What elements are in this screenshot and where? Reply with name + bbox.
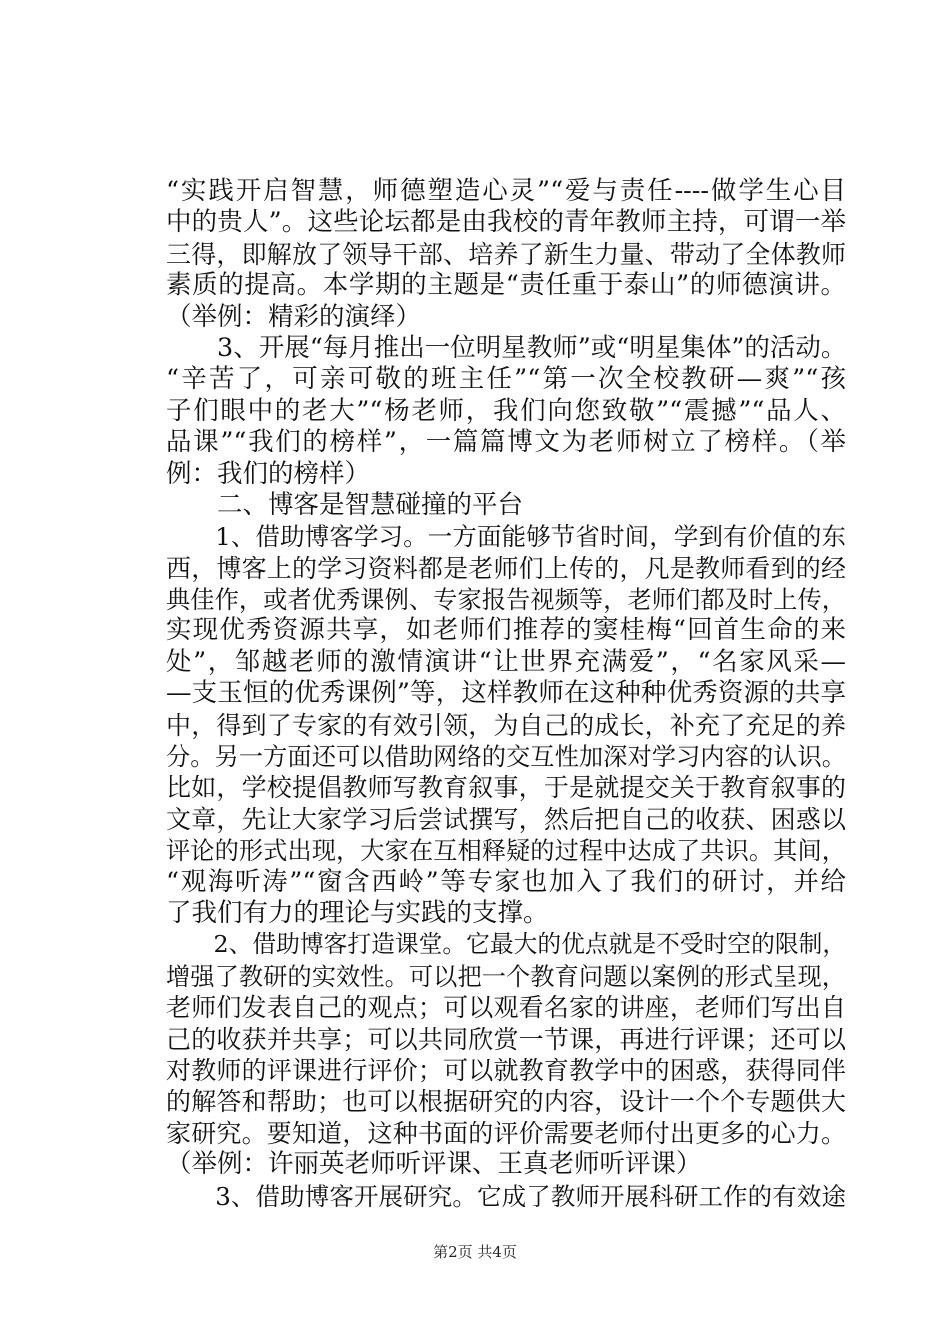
text-line: 二、博客是智慧碰撞的平台	[166, 489, 524, 520]
text-line: —支玉恒的优秀课例”等，这样教师在这种种优秀资源的共享	[166, 678, 846, 709]
text-line: 增强了教研的实效性。可以把一个教育问题以案例的形式呈现，	[166, 961, 846, 991]
text-line: 素质的提高。本学期的主题是“责任重于泰山”的师德演讲。	[166, 270, 846, 301]
text-line: 处”，邹越老师的激情演讲“让世界充满爱”，“名家风采—	[166, 646, 846, 677]
text-line: “辛苦了，可亲可敬的班主任”“第一次全校教研—爽”“孩	[166, 364, 846, 395]
text-line: 中，得到了专家的有效引领，为自己的成长，补充了充足的养	[166, 710, 846, 740]
text-line: 了我们有力的理论与实践的支撑。	[166, 897, 549, 928]
text-line: 分。另一方面还可以借助网络的交互性加深对学习内容的认识。	[166, 742, 846, 772]
text-line: 中的贵人”。这些论坛都是由我校的青年教师主持，可谓一举	[166, 207, 846, 238]
text-line: 2、借助博客打造课堂。它最大的优点就是不受时空的限制，	[166, 930, 847, 959]
text-line: 的解答和帮助；也可以根据研究的内容，设计一个个专题供大	[166, 1087, 846, 1117]
text-line: 西，博客上的学习资料都是老师们上传的，凡是教师看到的经	[166, 553, 846, 583]
text-line: 文章，先让大家学习后尝试撰写，然后把自己的收获、困惑以	[166, 804, 846, 834]
text-line: 家研究。要知道，这种书面的评价需要老师付出更多的心力。	[166, 1118, 846, 1148]
text-line: 三得，即解放了领导干部、培养了新生力量、带动了全体教师	[166, 239, 846, 269]
document-body	[166, 176, 846, 1212]
text-line: 实现优秀资源共享，如老师们推荐的窦桂梅“回首生命的来	[166, 615, 846, 646]
text-line: 例：我们的榜样）	[166, 458, 371, 489]
text-line: （举例：许丽英老师听评课、王真老师听评课）	[166, 1149, 702, 1180]
page-footer	[0, 1242, 950, 1262]
text-line: 比如，学校提倡教师写教育叙事，于是就提交关于教育叙事的	[166, 773, 846, 803]
text-line: 品课”“我们的榜样”，一篇篇博文为老师树立了榜样。（举	[166, 427, 846, 458]
text-line: 老师们发表自己的观点；可以观看名家的讲座，老师们写出自	[166, 993, 846, 1023]
text-line: 己的收获并共享；可以共同欣赏一节课，再进行评课；还可以	[166, 1024, 846, 1054]
text-line: 子们眼中的老大”“杨老师，我们向您致敬”“震撼”“品人、	[166, 395, 846, 426]
text-line: （举例：精彩的演绎）	[166, 301, 422, 332]
text-line: 典佳作，或者优秀课例、专家报告视频等，老师们都及时上传，	[166, 585, 846, 615]
text-line: “实践开启智慧，师德塑造心灵”“爱与责任----做学生心目	[166, 176, 846, 206]
text-line: 评论的形式出现，大家在互相释疑的过程中达成了共识。其间，	[166, 836, 846, 866]
page-number: 第2页	[433, 1243, 473, 1261]
text-line: 3、借助博客开展研究。它成了教师开展科研工作的有效途	[166, 1181, 846, 1211]
text-line: 3、开展“每月推出一位明星教师”或“明星集体”的活动。	[166, 332, 847, 363]
text-line: “观海听涛”“窗含西岭”等专家也加入了我们的研讨，并给	[166, 866, 846, 897]
text-line: 1、借助博客学习。一方面能够节省时间，学到有价值的东	[166, 522, 846, 552]
page-total: 共4页	[477, 1243, 517, 1261]
text-line: 对教师的评课进行评价；可以就教育教学中的困惑，获得同伴	[166, 1055, 846, 1085]
